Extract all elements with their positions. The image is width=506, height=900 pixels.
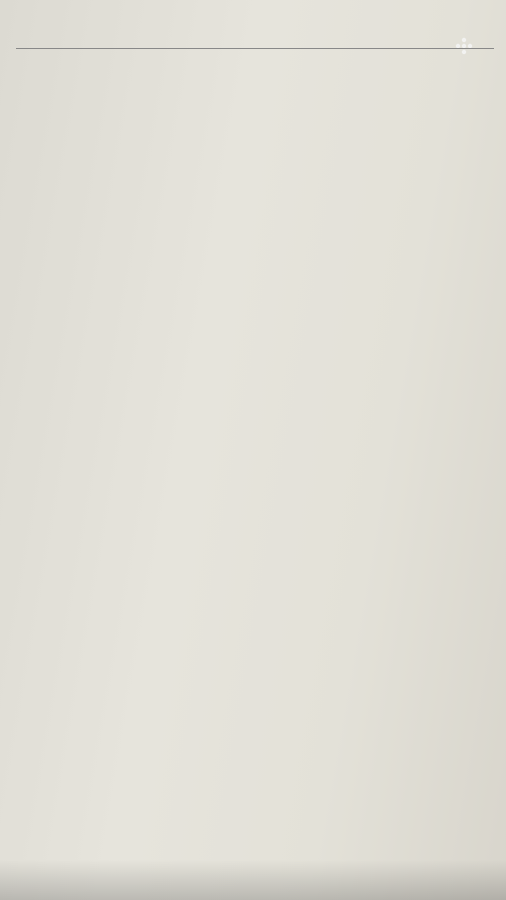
page-shadow <box>0 860 506 900</box>
divider <box>16 48 494 49</box>
table-of-contents <box>16 42 494 52</box>
colophon <box>16 714 492 721</box>
